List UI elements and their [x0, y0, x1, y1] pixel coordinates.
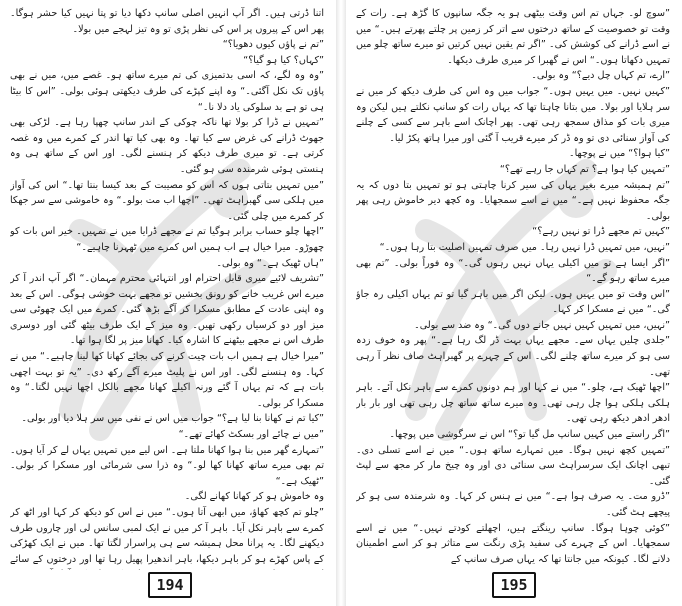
- page-number: 195: [492, 572, 536, 598]
- left-page-text: [10, 6, 324, 570]
- paragraph: ”نہیں، میں تمہیں کہیں نہیں جانے دوں گی۔“ وہ ضد سے بولی۔: [414, 319, 670, 331]
- paragraph: ”میں نے چائے اور بسکٹ کھائے تھے۔“: [178, 429, 324, 441]
- paragraph: ”کہیں تم مجھے ڈرا تو نہیں رہے؟“: [532, 226, 670, 238]
- paragraph: ”اگر راستے میں کہیں سانپ مل گیا تو؟“ اس نے سرگوشی میں پوچھا۔: [389, 429, 670, 441]
- paragraph: ”نہیں، میں تمہیں ڈرا نہیں رہا۔ میں صرف تمہیں اصلیت بتا رہا ہوں۔“: [379, 241, 670, 253]
- paragraph: ”اس وقت تو میں یہیں ہوں۔ لیکن اگر میں باہر گیا تو تم یہاں اکیلی رہ جاؤ گی۔“ میں نے مسکرا کر کہا۔: [356, 288, 670, 316]
- paragraph: ”کیا ہوا؟“ میں نے پوچھا۔: [568, 148, 670, 160]
- paragraph: ”اچھا ٹھیک ہے، چلو۔“ میں نے کہا اور ہم دونوں کمرے سے باہر نکل آئے۔ باہر ہلکی ہلکی ہوا چل رہی تھی۔ وہ میرے ساتھ ساتھ چل رہی تھی اور بار بار ادھر ادھر دیکھ رہی تھی۔: [356, 382, 670, 425]
- paragraph: ”سوچ لو۔ جہاں تم اس وقت بیٹھی ہو یہ جگہ سانپوں کا گڑھ ہے۔ رات کے وقت تو خصوصیت کے ساتھ درختوں سے اتر کر زمین پر چلتے پھرتے ہیں۔“ میں نے اسے ڈرانے کی کوشش کی۔ ”اگر تم یقین نہیں کرتیں تو میرے ساتھ چلو میں تمہیں دکھاتا ہوں۔“ اس نے گھبرا کر میری طرف دیکھا۔: [356, 8, 670, 66]
- paragraph: ”چلو تم کچھ کھاؤ، میں ابھی آتا ہوں۔“ میں نے اس کو دیکھ کر کہا اور اٹھ کر کمرے سے باہر نکل آیا۔ باہر آ کر میں نے ایک لمبی سانس لی اور چاروں طرف دیکھنے لگا۔ یہ پرانا محل ہمیشہ سے ہی پراسرار لگتا تھا۔ میں نے ایک کھڑکی کے پاس کھڑے ہو کر باہر دیکھا، باہر اندھیرا پھیل رہا تھا اور درختوں کے سائے: [10, 507, 324, 565]
- page-number: 194: [148, 572, 192, 598]
- book-gutter: [336, 0, 346, 606]
- paragraph: ”وہ وہ لگے، کہ اسی بدتمیزی کی تم میرے ساتھ ہو۔ غصے میں، میں نے بھی پاؤں تک نکل آگئی۔“ وہ اپنے کپڑے کی طرف دیکھتی ہوئی بولی۔ ”اس کا بیٹا ہی تو ہے بد سلوکی یاد دلا نا۔“: [10, 70, 324, 113]
- paragraph: ”تشریف لائیے میری قابل احترام اور انتہائی محترم مہمان۔“ اگر آپ اندر آ کر میرے اس غریب خانے کو رونق بخشیں تو مجھے بہت خوشی ہوگی۔ اس کے بعد وہ اپنی عادت کے مطابق مسکرا کر آگے بڑھ گئی۔ کمرے میں ایک چھوٹی سی میز اور دو کرسیاں رکھی تھیں۔ وہ میز کے ایک طرف بیٹھ گئی اور دوسری طرف اس نے مجھے بیٹھنے کا اشارہ کیا۔ کھانا میز پر لگا ہوا تھا۔: [10, 273, 324, 347]
- paragraph: ”اچھا چلو حساب برابر ہوگیا تم نے مجھے ڈرایا میں نے تمہیں۔ خیر اس بات کو چھوڑو۔ میرا خیال ہے اب ہمیں اس کمرے میں ٹھہرنا چاہیے۔“: [10, 226, 324, 253]
- paragraph: وہ خاموش ہو کر کھانا کھانے لگی۔: [184, 491, 324, 503]
- paragraph: ”تمہیں نے ڈرا کر بولا تھا ناکہ چوکی کے اندر سانپ چھپا رہا ہے۔ لڑکی بھی جھوٹ ڈرانے کی غرض سے کیا تھا۔ وہ بھی کیا تھا اندر کے کمرے میں وہ غصہ کرتی ہے۔ تو میری طرف دیکھ کر ہنسنے لگی۔ اور اس کے ساتھ ہی وہ ہنستی ہوئی شرمندہ سی ہو گئی۔: [10, 117, 324, 175]
- paragraph: ”ارے، تم کہاں چل دیے؟“ وہ بولی۔: [531, 70, 670, 82]
- left-page: [0, 0, 336, 606]
- paragraph: ”اگر ایسا ہے تو میں اکیلی یہاں نہیں رہوں گی۔“ وہ فوراً بولی۔ ”تم بھی میرے ساتھ رہو گے۔“: [356, 257, 670, 285]
- paragraph: ”کیا تم نے کھانا بنا لیا ہے؟“ جواب میں اس نے نفی میں سر ہلا دیا اور بولی۔: [21, 413, 324, 425]
- paragraph: ”جلدی چلیں یہاں سے۔ مجھے یہاں بہت ڈر لگ رہا ہے۔“ پھر وہ خوف زدہ سی ہو کر میرے ساتھ چلنے لگی۔ اس کے چہرے پر گھبراہٹ صاف نظر آ رہی تھی۔: [356, 335, 670, 378]
- paragraph: ”تمہارے گھر میں بنا ہوا کھانا ملتا ہے۔ اس لیے میں تمہیں یہاں لے کر آیا ہوں۔ تم بھی میرے ساتھ کھانا کھا لو۔“ وہ ذرا سی شرمائی اور مسکرا کر بولی۔ ”ٹھیک ہے۔“: [10, 444, 324, 487]
- paragraph: ”ڈرو مت۔ یہ صرف ہوا ہے۔“ میں نے ہنس کر کہا۔ وہ شرمندہ سی ہو کر پیچھے ہٹ گئی۔: [356, 491, 670, 518]
- paragraph: ”تم نے پاؤں کیوں دھویا؟“: [222, 39, 324, 51]
- paragraph: ”میرا خیال ہے ہمیں اب بات چیت کرنے کی بجائے کھانا کھا لینا چاہیے۔“ میں نے کہا۔ وہ ہنسنے لگی۔ اور اس نے پلیٹ میرے آگے رکھ دی۔ ”یہ تو بہت اچھی بات ہے کہ تم یہاں آ گئے ورنہ اکیلے کھانا مجھے بالکل اچھا نہیں لگتا۔“ وہ مسکرا کر بولی۔: [10, 351, 324, 409]
- paragraph: ”کہیں نہیں۔ میں یہیں ہوں۔“ جواب میں وہ اس کی طرف دیکھ کر میں نے سر ہلایا اور بولا۔ میں بتانا چاہتا تھا کہ یہاں رات کو سانپ نکلتے ہیں لیکن وہ میری بات کو مذاق سمجھ رہی تھی۔ پھر اچانک اسے باہر سے کسی کے چلنے کی آواز سنائی دی تو وہ ڈر کر میرے قریب آ گئی اور میرا ہاتھ پکڑ لیا۔: [356, 85, 670, 144]
- paragraph: اتنا ڈرتی ہیں۔ اگر آپ انہیں اصلی سانپ دکھا دیا تو پتا نہیں کیا حشر ہوگا۔ پھر اس کے پیروں پر اس کی نظر پڑی تو وہ تیز لہجے میں بولا۔: [10, 8, 324, 35]
- paragraph: ”کہاں؟ کیا ہو گیا؟“: [243, 54, 324, 66]
- paragraph: ”تمہیں کیا ہوا ہے؟ تم کہاں جا رہے تھے؟“: [499, 163, 670, 175]
- paragraph: ”کوئی چوہا ہوگا۔ سانپ رینگتے ہیں، اچھلتے کودتے نہیں۔“ میں نے اسے سمجھایا۔ اس کے چہرے کی سفید پڑی رنگت سے متاثر ہو کر اسے اطمینان دلانے لگا۔ کیونکہ میں جانتا تھا کہ یہاں صرف سانپ کے: [356, 522, 670, 565]
- paragraph: ”تمہیں کچھ نہیں ہوگا۔ میں تمہارے ساتھ ہوں۔“ میں نے اسے تسلی دی۔ تبھی اچانک ایک سرسراہٹ سی سنائی دی اور وہ چیخ مار کر مجھ سے لپٹ گئی۔: [356, 444, 670, 487]
- paragraph: ”تم ہمیشہ میرے بغیر یہاں کی سیر کرنا چاہتی ہو تو تمہیں بتا دوں کہ یہ جگہ محفوظ نہیں ہے۔“ میں نے اسے سمجھایا۔ وہ کچھ دیر خاموش رہی پھر بولی۔: [356, 179, 670, 222]
- right-page-text: [356, 6, 670, 570]
- right-page: [346, 0, 682, 606]
- paragraph: ”میں تمہیں بتاتی ہوں کہ اس کو مصیبت کے بعد کیسا بنتا تھا۔“ اس کی آواز میں ہلکی سی گھبراہٹ تھی۔ ”اچھا اب مت بولو۔“ وہ خاموشی سے سر جھکا کر کمرے میں چلی گئی۔: [10, 179, 324, 222]
- paragraph: ”ہاں ٹھیک ہے۔“ وہ بولی۔: [216, 257, 324, 269]
